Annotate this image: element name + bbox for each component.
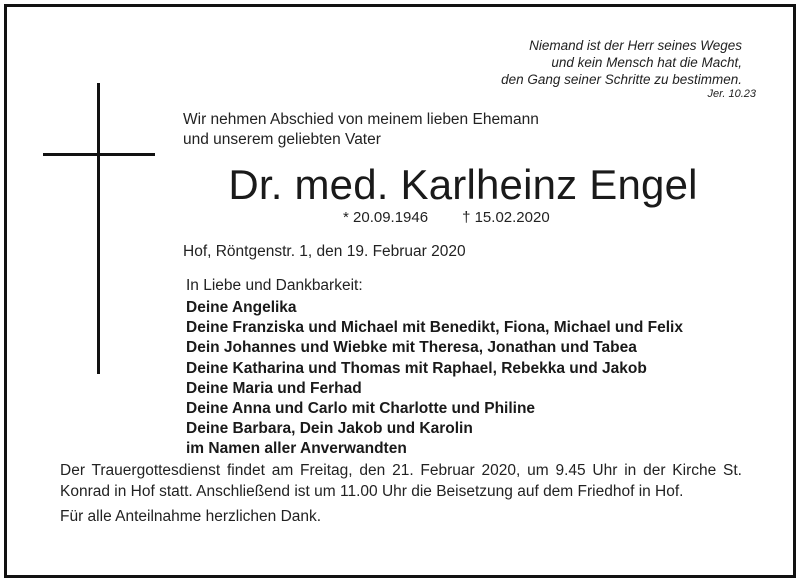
quote-line: Niemand ist der Herr seines Weges — [529, 38, 742, 53]
thanks-text: Für alle Anteilnahme herzlichen Dank. — [60, 508, 322, 525]
cross-icon-bar — [43, 153, 155, 156]
mourner-line: Deine Franziska und Michael mit Benedikt, Fiona, Michael und Felix — [186, 319, 683, 337]
bible-quote — [382, 37, 756, 101]
death-date: † 15.02.2020 — [462, 209, 550, 226]
intro-text: Wir nehmen Abschied von meinem lieben Ehemann und unserem geliebten Vater — [183, 111, 539, 148]
place-date: Hof, Röntgenstr. 1, den 19. Februar 2020 — [183, 243, 466, 260]
mourner-line: Deine Katharina und Thomas mit Raphael, Rebekka und Jakob — [186, 359, 647, 377]
quote-line: den Gang seiner Schritte zu bestimmen. — [501, 72, 742, 87]
love-intro: In Liebe und Dankbarkeit: — [186, 277, 363, 294]
mourner-line: im Namen aller Anverwandten — [186, 440, 407, 458]
mourner-line: Deine Anna und Carlo mit Charlotte und Philine — [186, 400, 536, 418]
mourner-line: Dein Johannes und Wiebke mit Theresa, Jonathan und Tabea — [186, 339, 637, 357]
quote-line: und kein Mensch hat die Macht, — [551, 55, 742, 70]
mourner-line: Deine Maria und Ferhad — [186, 379, 362, 397]
mourners-list — [186, 298, 683, 460]
birth-date: * 20.09.1946 — [343, 209, 429, 226]
deceased-name: Dr. med. Karlheinz Engel — [228, 161, 698, 208]
mourner-line: Deine Angelika — [186, 299, 297, 316]
cross-icon — [97, 83, 100, 374]
life-dates — [343, 208, 550, 228]
quote-reference: Jer. 10.23 — [707, 88, 756, 100]
mourner-line: Deine Barbara, Dein Jakob und Karolin — [186, 420, 473, 438]
service-text: Der Trauergottesdienst findet am Freitag, den 21. Februar 2020, um 9.45 Uhr in der Kirche St. Konrad in Hof statt. Anschließend ist um 11.00 Uhr die Beisetzung auf dem Friedhof in Hof. — [60, 462, 742, 500]
service-info — [60, 460, 742, 527]
